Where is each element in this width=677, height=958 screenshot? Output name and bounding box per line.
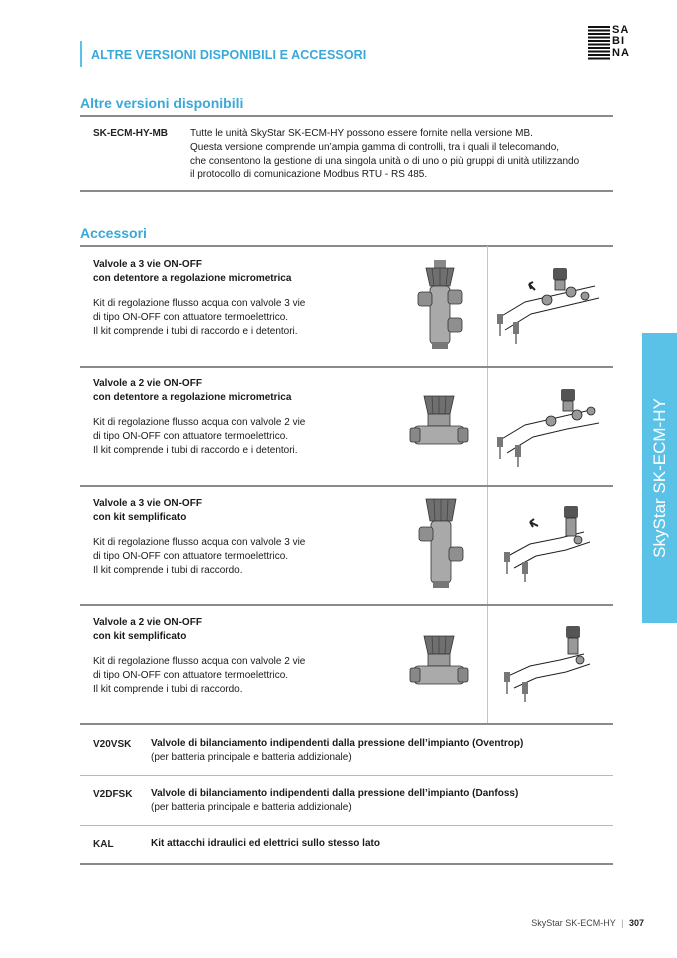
page-number: 307: [628, 918, 644, 928]
footer-product: SkyStar SK-ECM-HY: [531, 918, 616, 928]
versions-top-rule: [80, 115, 613, 117]
logo-line-3: NA: [612, 46, 630, 59]
code-v2dfsk: V2DFSK: [93, 789, 133, 800]
code-v20vsk-sub: (per batteria principale e batteria addizionale): [151, 752, 352, 763]
side-section-tab: [642, 333, 677, 623]
accessory-4-title-2: con kit semplificato: [93, 631, 187, 642]
two-way-simplified-kit-icon: [500, 620, 600, 704]
accessory-1-title-1: Valvole a 3 vie ON-OFF: [93, 259, 202, 270]
accessory-3-desc-3: Il kit comprende i tubi di raccordo.: [93, 565, 243, 576]
accessory-item-1: [93, 258, 393, 339]
accessory-2-desc-1: Kit di regolazione flusso acqua con valvole 2 vie: [93, 417, 306, 428]
accessory-3-desc-2: di tipo ON-OFF con attuatore termoelettrico.: [93, 551, 289, 562]
code-rule-3: [80, 863, 613, 865]
sabiana-logo: [588, 25, 648, 61]
page-footer: [531, 918, 644, 928]
versions-code: SK-ECM-HY-MB: [93, 128, 168, 139]
accessory-2-desc-2: di tipo ON-OFF con attuatore termoelettrico.: [93, 431, 289, 442]
accessory-2-title-2: con detentore a regolazione micrometrica: [93, 392, 292, 403]
accessory-rule-2: [80, 485, 613, 487]
accessory-rule-3: [80, 604, 613, 606]
logo-stripes-icon: [588, 26, 610, 60]
three-way-valve-simplified-icon: [414, 497, 468, 589]
accessory-1-desc-2: di tipo ON-OFF con attuatore termoelettrico.: [93, 312, 289, 323]
accessory-1-desc-3: Il kit comprende i tubi di raccordo e i detentori.: [93, 326, 298, 337]
accessory-item-2: [93, 377, 393, 458]
logo-wordmark: [612, 25, 648, 59]
accessory-item-4: [93, 616, 393, 697]
versions-line-2: Questa versione comprende un’ampia gamma di controlli, tra i quali il telecomando,: [190, 141, 560, 153]
three-way-valve-micrometric-icon: [412, 260, 468, 350]
accessory-item-3: [93, 497, 393, 578]
versions-line-1: Tutte le unità SkyStar SK-ECM-HY possono essere fornite nella versione MB.: [190, 128, 533, 139]
three-way-kit-exploded-icon: [495, 262, 607, 346]
accessory-4-desc-3: Il kit comprende i tubi di raccordo.: [93, 684, 243, 695]
logo-line-2: BI: [612, 35, 625, 48]
versions-description: [190, 127, 610, 182]
three-way-simplified-kit-icon: [500, 500, 600, 584]
two-way-valve-micrometric-icon: [410, 392, 470, 452]
code-kal: KAL: [93, 839, 114, 850]
accessories-top-rule: [80, 245, 613, 247]
accessories-heading: Accessori: [80, 225, 147, 241]
accessory-4-desc-1: Kit di regolazione flusso acqua con valvole 2 vie: [93, 656, 306, 667]
accessory-rule-4: [80, 723, 613, 725]
code-row-v2dfsk: [151, 787, 601, 815]
code-rule-1: [80, 775, 613, 776]
code-v2dfsk-title: Valvole di bilanciamento indipendenti dalla pressione dell’impianto (Danfoss): [151, 788, 519, 799]
header-accent-bar: [80, 41, 82, 67]
logo-line-1: SA: [612, 24, 630, 36]
code-v20vsk: V20VSK: [93, 739, 132, 750]
code-v2dfsk-sub: (per batteria principale e batteria addizionale): [151, 802, 352, 813]
versions-heading: Altre versioni disponibili: [80, 95, 244, 111]
accessory-1-desc-1: Kit di regolazione flusso acqua con valvole 3 vie: [93, 298, 306, 309]
accessory-2-desc-3: Il kit comprende i tubi di raccordo e i detentori.: [93, 445, 298, 456]
side-section-label: SkyStar SK-ECM-HY: [649, 398, 669, 558]
footer-separator: |: [621, 918, 624, 928]
accessory-2-title-1: Valvole a 2 vie ON-OFF: [93, 378, 202, 389]
code-kal-title: Kit attacchi idraulici ed elettrici sullo stesso lato: [151, 838, 380, 849]
accessory-3-title-2: con kit semplificato: [93, 512, 187, 523]
accessory-rule-1: [80, 366, 613, 368]
accessory-1-title-2: con detentore a regolazione micrometrica: [93, 273, 292, 284]
versions-line-3: che consentono la gestione di una singola unità o di uno o più gruppi di unità utilizzando: [190, 155, 580, 167]
accessory-3-desc-1: Kit di regolazione flusso acqua con valvole 3 vie: [93, 537, 306, 548]
code-rule-2: [80, 825, 613, 826]
accessory-4-title-1: Valvole a 2 vie ON-OFF: [93, 617, 202, 628]
accessory-4-desc-2: di tipo ON-OFF con attuatore termoelettrico.: [93, 670, 289, 681]
versions-line-4: il protocollo di comunicazione Modbus RTU - RS 485.: [190, 169, 428, 181]
two-way-valve-simplified-icon: [410, 632, 470, 692]
accessory-3-title-1: Valvole a 3 vie ON-OFF: [93, 498, 202, 509]
code-v20vsk-title: Valvole di bilanciamento indipendenti dalla pressione dell’impianto (Oventrop): [151, 738, 524, 749]
code-row-v20vsk: [151, 737, 601, 765]
page-header-title: ALTRE VERSIONI DISPONIBILI E ACCESSORI: [91, 48, 367, 62]
versions-bottom-rule: [80, 190, 613, 192]
two-way-kit-exploded-icon: [495, 385, 607, 469]
